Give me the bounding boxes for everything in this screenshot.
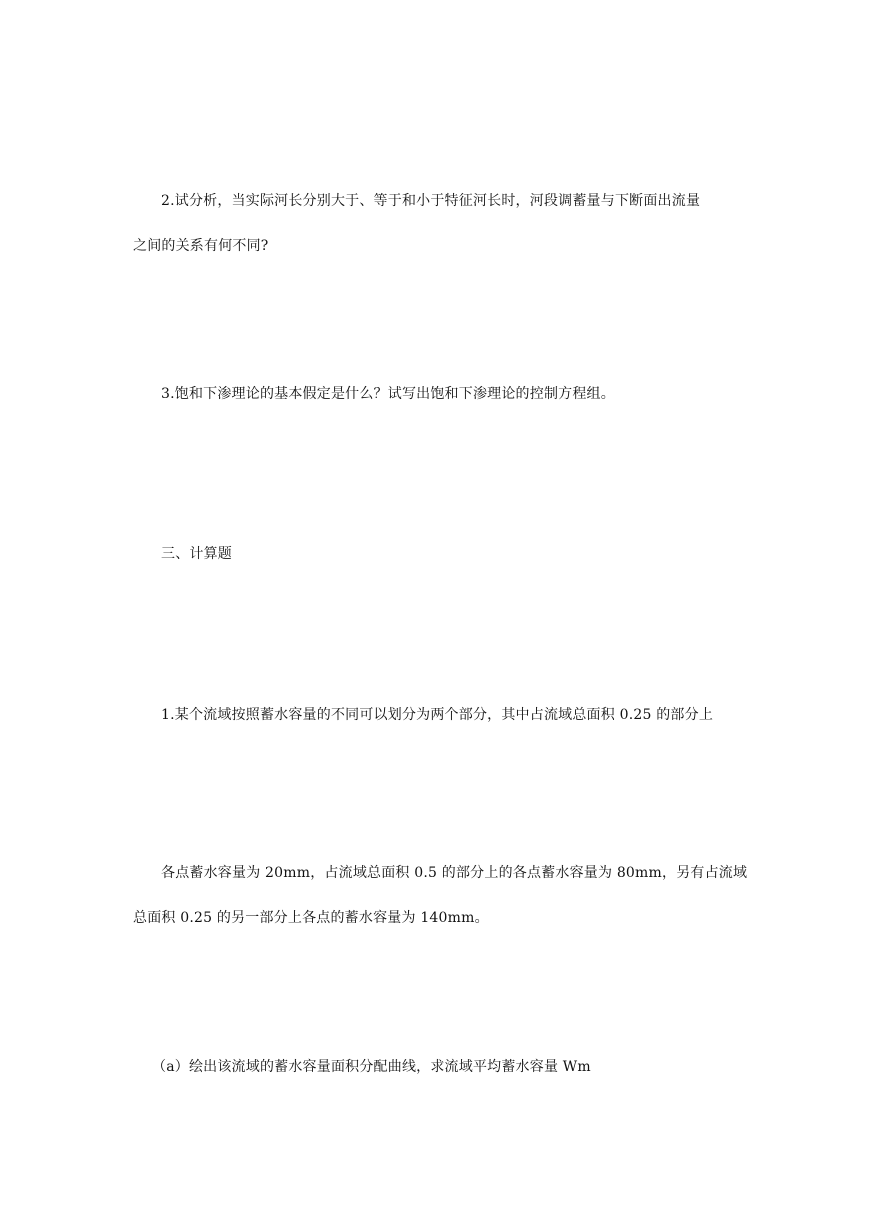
- section-heading: 三、计算题: [161, 546, 232, 562]
- calc-1-line-2: 各点蓄水容量为 20mm，占流域总面积 0.5 的部分上的各点蓄水容量为 80mm，另有占流域: [161, 865, 748, 881]
- calc-1-line-1: 1.某个流域按照蓄水容量的不同可以划分为两个部分，其中占流域总面积 0.25 的部分上: [161, 707, 714, 723]
- question-2-line-2: 之间的关系有何不同?: [133, 238, 269, 254]
- calc-1-line-3: 总面积 0.25 的另一部分上各点的蓄水容量为 140mm。: [133, 910, 489, 926]
- calc-1-subquestion-a: （a）绘出该流域的蓄水容量面积分配曲线，求流域平均蓄水容量 Wm: [152, 1059, 591, 1075]
- question-2-line-1: 2.试分析，当实际河长分别大于、等于和小于特征河长时，河段调蓄量与下断面出流量: [161, 193, 701, 209]
- question-3-line-1: 3.饱和下渗理论的基本假定是什么？试写出饱和下渗理论的控制方程组。: [161, 386, 615, 402]
